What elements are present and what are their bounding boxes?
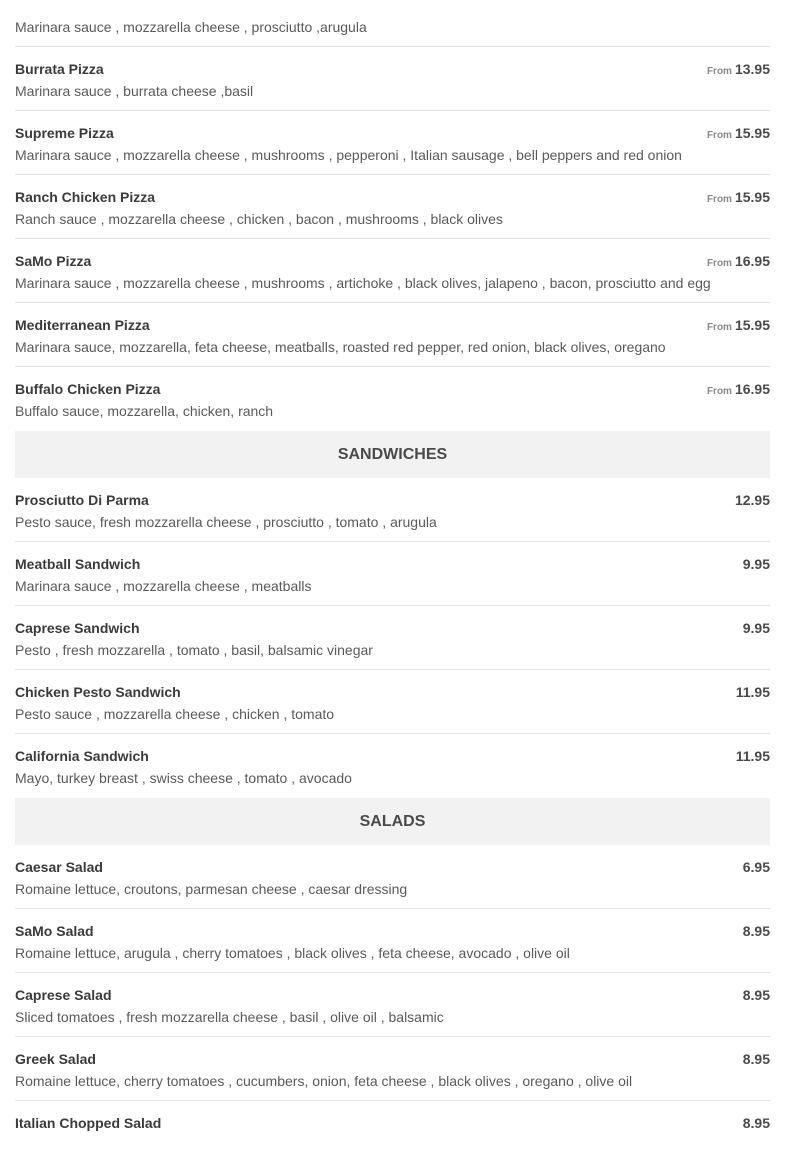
item-description: Marinara sauce , mozzarella cheese , mushrooms , artichoke , black olives, jalapeno , bacon, prosciutto and egg xyxy=(15,275,711,291)
item-price: 6.95 xyxy=(742,859,770,875)
from-label: From xyxy=(706,194,732,205)
item-description: Marinara sauce , burrata cheese ,basil xyxy=(15,83,254,99)
item-name: Ranch Chicken Pizza xyxy=(15,189,156,205)
menu-item[interactable] xyxy=(15,111,770,175)
item-name: Italian Chopped Salad xyxy=(15,1115,162,1131)
menu-item[interactable] xyxy=(15,606,770,670)
price-value: 13.95 xyxy=(734,61,770,77)
item-name: Prosciutto Di Parma xyxy=(15,492,149,508)
menu-item[interactable] xyxy=(15,0,770,47)
item-description: Romaine lettuce, arugula , cherry tomatoes , black olives , feta cheese, avocado , olive oil xyxy=(15,945,570,961)
menu-item[interactable] xyxy=(15,734,770,794)
item-description: Marinara sauce , mozzarella cheese , prosciutto ,arugula xyxy=(15,19,367,35)
item-name: Meatball Sandwich xyxy=(15,556,141,572)
item-name: Greek Salad xyxy=(15,1051,96,1067)
item-description: Pesto sauce, fresh mozzarella cheese , prosciutto , tomato , arugula xyxy=(15,514,437,530)
section-header-salads: SALADS xyxy=(15,798,770,845)
item-name: Buffalo Chicken Pizza xyxy=(15,381,161,397)
item-name: Caprese Sandwich xyxy=(15,620,140,636)
item-price: 8.95 xyxy=(742,1115,770,1131)
item-price xyxy=(707,381,770,400)
from-label: From xyxy=(706,66,732,77)
price-value: 15.95 xyxy=(734,125,770,141)
item-description: Marinara sauce , mozzarella cheese , mushrooms , pepperoni , Italian sausage , bell peppers and red onion xyxy=(15,147,682,163)
from-label: From xyxy=(706,386,732,397)
price-value: 15.95 xyxy=(734,317,770,333)
menu-item[interactable] xyxy=(15,542,770,606)
item-price xyxy=(707,61,770,80)
menu-item[interactable] xyxy=(15,239,770,303)
item-description: Pesto sauce , mozzarella cheese , chicken , tomato xyxy=(15,706,335,722)
item-description: Romaine lettuce, croutons, parmesan cheese , caesar dressing xyxy=(15,881,408,897)
price-value: 15.95 xyxy=(734,189,770,205)
menu-item[interactable] xyxy=(15,175,770,239)
item-price: 8.95 xyxy=(742,923,770,939)
item-description: Mayo, turkey breast , swiss cheese , tomato , avocado xyxy=(15,770,352,786)
menu-item[interactable] xyxy=(15,1037,770,1101)
item-price xyxy=(707,317,770,336)
item-price: 8.95 xyxy=(742,1051,770,1067)
item-price: 8.95 xyxy=(742,987,770,1003)
from-label: From xyxy=(706,322,732,333)
item-price xyxy=(707,253,770,272)
menu-item[interactable] xyxy=(15,367,770,427)
item-price: 9.95 xyxy=(742,620,770,636)
section-header-sandwiches: SANDWICHES xyxy=(15,431,770,478)
item-name: Burrata Pizza xyxy=(15,61,104,77)
menu-item[interactable] xyxy=(15,1101,770,1161)
item-description: Romaine lettuce, cherry tomatoes , cucumbers, onion, feta cheese , black olives , oregano , olive oil xyxy=(15,1073,633,1089)
item-description: Sliced tomatoes , fresh mozzarella cheese , basil , olive oil , balsamic xyxy=(15,1009,444,1025)
item-price xyxy=(707,125,770,144)
item-description: Buffalo sauce, mozzarella, chicken, ranch xyxy=(15,403,274,419)
from-label: From xyxy=(706,258,732,269)
item-price xyxy=(707,189,770,208)
menu-list xyxy=(15,0,770,1161)
item-name: Mediterranean Pizza xyxy=(15,317,150,333)
price-value: 16.95 xyxy=(734,381,770,397)
item-description: Pesto , fresh mozzarella , tomato , basil, balsamic vinegar xyxy=(15,642,373,658)
item-name: Caesar Salad xyxy=(15,859,103,875)
item-name: Caprese Salad xyxy=(15,987,112,1003)
item-name: SaMo Pizza xyxy=(15,253,92,269)
item-name: California Sandwich xyxy=(15,748,149,764)
item-description: Marinara sauce , mozzarella cheese , meatballs xyxy=(15,578,312,594)
menu-item[interactable] xyxy=(15,909,770,973)
item-description: Marinara sauce, mozzarella, feta cheese, meatballs, roasted red pepper, red onion, black olives, oregano xyxy=(15,339,666,355)
item-price: 12.95 xyxy=(734,492,770,508)
menu-item[interactable] xyxy=(15,845,770,909)
item-price: 9.95 xyxy=(742,556,770,572)
price-value: 16.95 xyxy=(734,253,770,269)
item-price: 11.95 xyxy=(735,748,770,764)
menu-item[interactable] xyxy=(15,670,770,734)
menu-item[interactable] xyxy=(15,303,770,367)
item-price: 11.95 xyxy=(735,684,770,700)
menu-item[interactable] xyxy=(15,973,770,1037)
menu-item[interactable] xyxy=(15,47,770,111)
item-description: Ranch sauce , mozzarella cheese , chicken , bacon , mushrooms , black olives xyxy=(15,211,503,227)
item-name: Supreme Pizza xyxy=(15,125,114,141)
from-label: From xyxy=(706,130,732,141)
item-name: Chicken Pesto Sandwich xyxy=(15,684,181,700)
item-name: SaMo Salad xyxy=(15,923,94,939)
menu-item[interactable] xyxy=(15,478,770,542)
